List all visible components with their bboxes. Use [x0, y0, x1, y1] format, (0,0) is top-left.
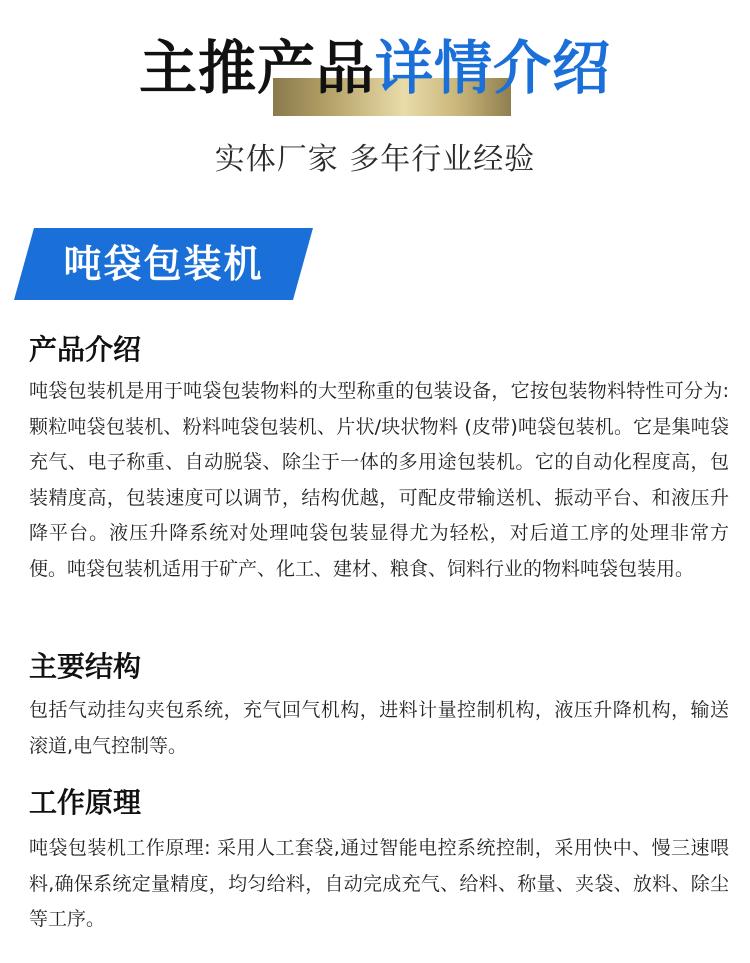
section-heading: 主要结构: [29, 650, 142, 683]
page-title: [0, 28, 750, 108]
page-header: [0, 28, 750, 108]
banner-label: 吨袋包装机: [63, 242, 264, 286]
title-part-blue: 详情介绍: [375, 34, 612, 102]
page-subtitle: 实体厂家 多年行业经验: [214, 142, 536, 177]
section-body: 包括气动挂勾夹包系统，充气回气机构，进料计量控制机构，液压升降机构，输送滚道,电气控制等。: [29, 699, 729, 757]
section-product-intro: [29, 330, 729, 587]
section-body: 吨袋包装机是用于吨袋包装物料的大型称重的包装设备，它按包装物料特性可分为:颗粒吨袋包装机、粉料吨袋包装机、片状/块状物料 (皮带)吨袋包装机。它是集吨袋充气、电子称重、自动脱袋、除尘于一体的多用途包装机。它的自动化程度高，包装精度高，包装速度可以调节，结构优越，可配皮带输送机、振动平台、和液压升降平台。液压升降系统对处理吨袋包装显得尤为轻松，对后道工序的处理非常方便。吨袋包装机适用于矿产、化工、建材、粮食、饲料行业的物料吨袋包装用。: [29, 380, 729, 580]
section-working-principle: [29, 783, 729, 938]
title-part-black: 主推产品: [138, 34, 375, 102]
section-heading: 产品介绍: [29, 333, 142, 366]
product-banner: [14, 228, 313, 300]
section-body: 吨袋包装机工作原理: 采用人工套袋,通过智能电控系统控制，采用快中、慢三速喂料,确保系统定量精度，均匀给料，自动完成充气、给料、称量、夹袋、放料、除尘等工序。: [29, 837, 729, 930]
section-main-structure: [29, 647, 729, 764]
section-heading: 工作原理: [29, 786, 142, 819]
